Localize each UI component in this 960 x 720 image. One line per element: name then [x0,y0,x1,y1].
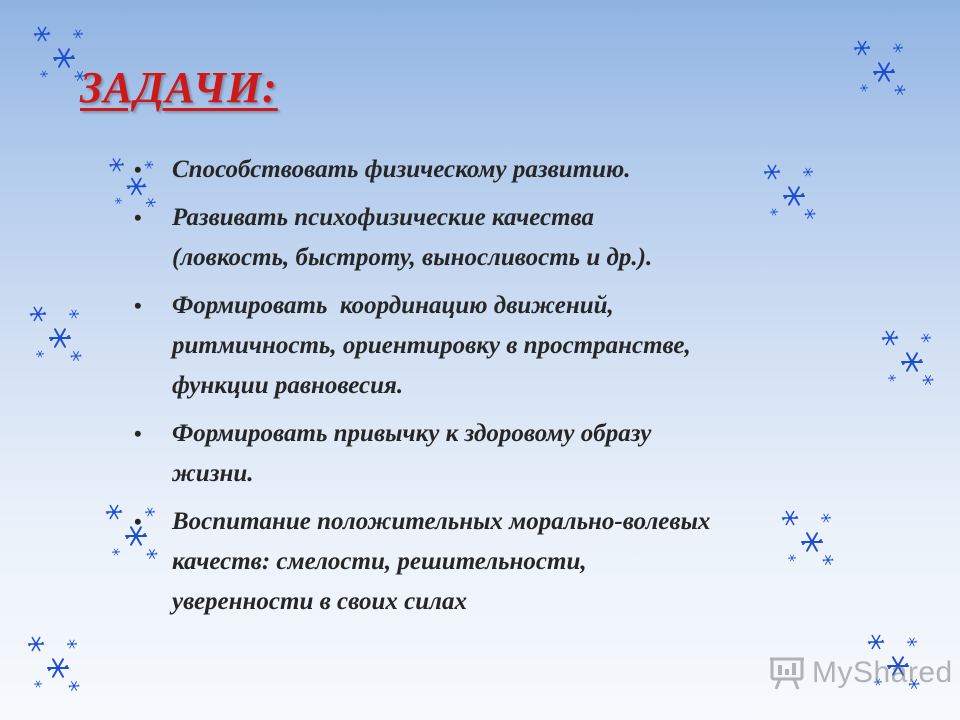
item-text-line: функции равновесия. [172,372,404,399]
item-text-line: жизни. [172,460,254,487]
item-text-line: Способствовать физическому развитию. [172,156,631,183]
snowflake-icon [24,302,88,366]
snowflake-icon [22,632,86,696]
bullet: • [134,509,142,534]
watermark-text: MyShared [812,656,953,689]
presentation-board-icon [768,655,806,691]
list-item [132,286,892,406]
bullet: • [134,293,142,318]
task-list [132,150,892,630]
item-text-line: Формировать координацию движений, [172,292,614,319]
item-text-line: Воспитание положительных морально-волевых [172,508,711,535]
item-text-line: уверенности в своих силах [172,588,467,615]
list-item [132,414,892,494]
item-text-line: Формировать привычку к здоровому образу [172,420,652,447]
watermark [768,655,953,691]
item-text-line: Развивать психофизические качества [172,204,595,231]
snowflake-icon [848,36,912,100]
list-item [132,198,892,278]
bullet: • [134,157,142,182]
item-text-line: ритмичность, ориентировку в пространстве, [172,332,691,359]
bullet: • [134,421,142,446]
bullet: • [134,205,142,230]
list-item [132,150,892,190]
slide-title: ЗАДАЧИ: [80,63,278,112]
item-text-line: качеств: смелости, решительности, [172,548,587,575]
list-item [132,502,892,622]
item-text-line: (ловкость, быстроту, выносливость и др.). [172,244,653,271]
